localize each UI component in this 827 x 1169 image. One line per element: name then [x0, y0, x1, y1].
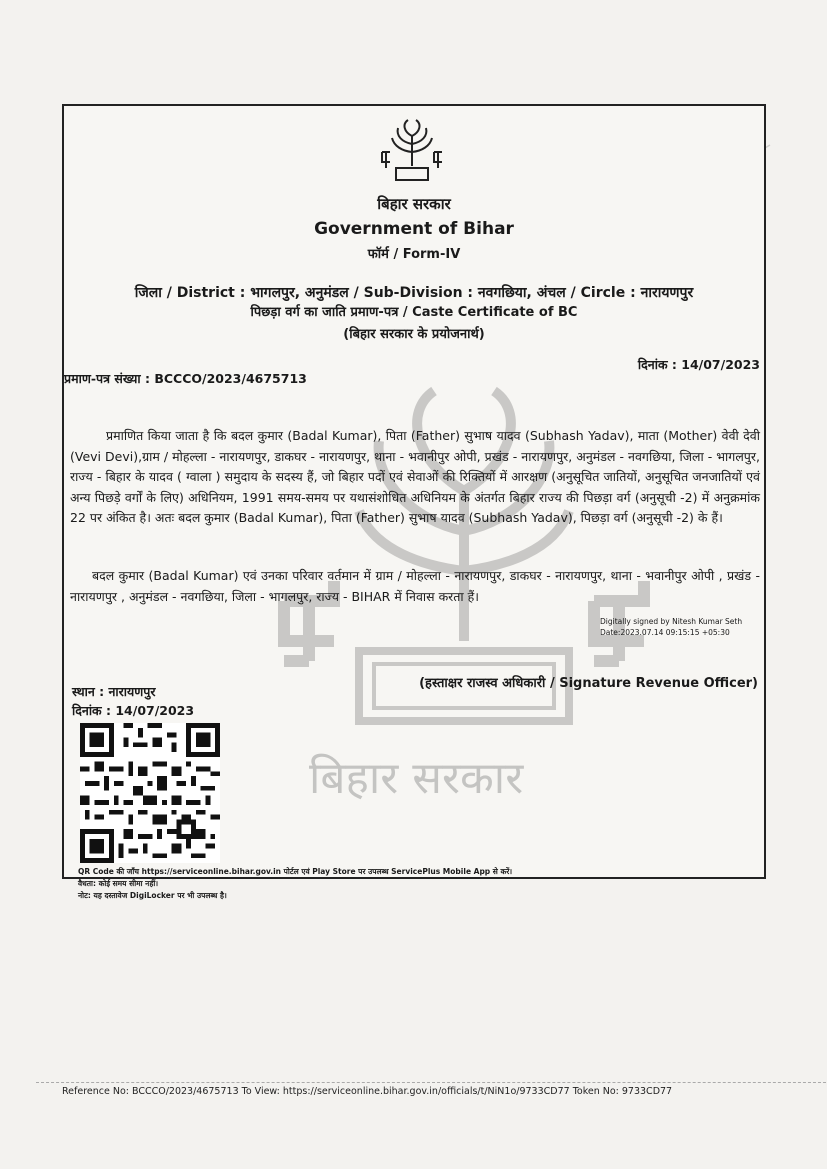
place: स्थान : नारायणपुर: [72, 684, 156, 699]
watermark-text: बिहार सरकार: [309, 753, 524, 804]
qr-code-icon[interactable]: [80, 723, 220, 863]
district-line: जिला / District : भागलपुर, अनुमंडल / Sub-Division : नवगछिया, अंचल / Circle : नारायणपुर: [134, 285, 694, 301]
verification-notes: [78, 866, 512, 902]
signature-label: (हस्ताक्षर राजस्व अधिकारी / Signature Revenue Officer): [419, 676, 758, 691]
digilocker-note: नोट: यह दस्तावेज DigiLocker पर भी उपलब्ध है।: [78, 891, 227, 900]
qr-verification-note: QR Code की जाँच https://serviceonline.bihar.gov.in पोर्टल एवं Play Store पर उपलब्ध ServicePlus Mobile App से करें।: [78, 867, 513, 876]
digital-signature-name: Digitally signed by Nitesh Kumar Seth: [600, 617, 743, 626]
reference-line: Reference No: BCCCO/2023/4675713 To View: https://serviceonline.bihar.gov.in/officials/t/NiN1o/9733CD77 Token No: 9733CD77: [62, 1086, 673, 1097]
caste-certificate: [62, 104, 766, 900]
validity-note: वैधता: कोई समय सीमा नहीं।: [78, 879, 159, 888]
issue-date: दिनांक : 14/07/2023: [637, 357, 760, 372]
certificate-number: प्रमाण-पत्र संख्या : BCCCO/2023/4675713: [64, 371, 307, 386]
form-number: फॉर्म / Form-IV: [367, 247, 461, 262]
certificate-title: पिछड़ा वर्ग का जाति प्रमाण-पत्र / Caste Certificate of BC: [250, 305, 578, 320]
reference-divider: [36, 1082, 826, 1083]
bihar-government-emblem-icon: [376, 118, 448, 186]
digital-signature-date: Date:2023.07.14 09:15:15 +05:30: [600, 628, 730, 637]
certificate-purpose: (बिहार सरकार के प्रयोजनार्थ): [343, 327, 485, 342]
government-english-title: Government of Bihar: [314, 219, 514, 239]
footer-date: दिनांक : 14/07/2023: [72, 703, 195, 718]
digital-signature-block: [600, 616, 760, 638]
certification-paragraph: प्रमाणित किया जाता है कि बदल कुमार (Badal Kumar), पिता (Father) सुभाष यादव (Subhash Yadav), माता (Mother) वेवी देवी (Vevi Devi),ग्राम / मोहल्ला - नारायणपुर, डाकघर - नारायणपुर, थाना - भवानीपुर ओपी, प्रखंड - नारायणपुर, अनुमंडल - नवगछिया, जिला - भागलपुर, राज्य - बिहार के यादव ( ग्वाला ) समुदाय के सदस्य हैं, जो बिहार पदों एवं सेवाओं की रिक्तियों में आरक्षण (अनुसूचित जातियों, अनुसूचित जनजातियों एवं अन्य पिछड़े वर्गों के लिए) अधिनियम, 1991 समय-समय पर यथासंशोधित अधिनियम के अंतर्गत बिहार राज्य की पिछड़ा वर्ग (अनुसूची -2) में अनुक्रमांक 22 पर अंकित है। अतः बदल कुमार (Badal Kumar), पिता (Father) सुभाष यादव (Subhash Yadav), पिछड़ा वर्ग (अनुसूची -2) के हैं।: [70, 428, 760, 525]
residence-paragraph: बदल कुमार (Badal Kumar) एवं उनका परिवार वर्तमान में ग्राम / मोहल्ला - नारायणपुर, डाकघर - नारायणपुर, थाना - भवानीपुर ओपी , प्रखंड - नारायणपुर , अनुमंडल - नवगछिया, जिला - भागलपुर, राज्य - BIHAR में निवास करता हैं।: [70, 568, 760, 604]
government-hindi-title: बिहार सरकार: [377, 195, 451, 213]
